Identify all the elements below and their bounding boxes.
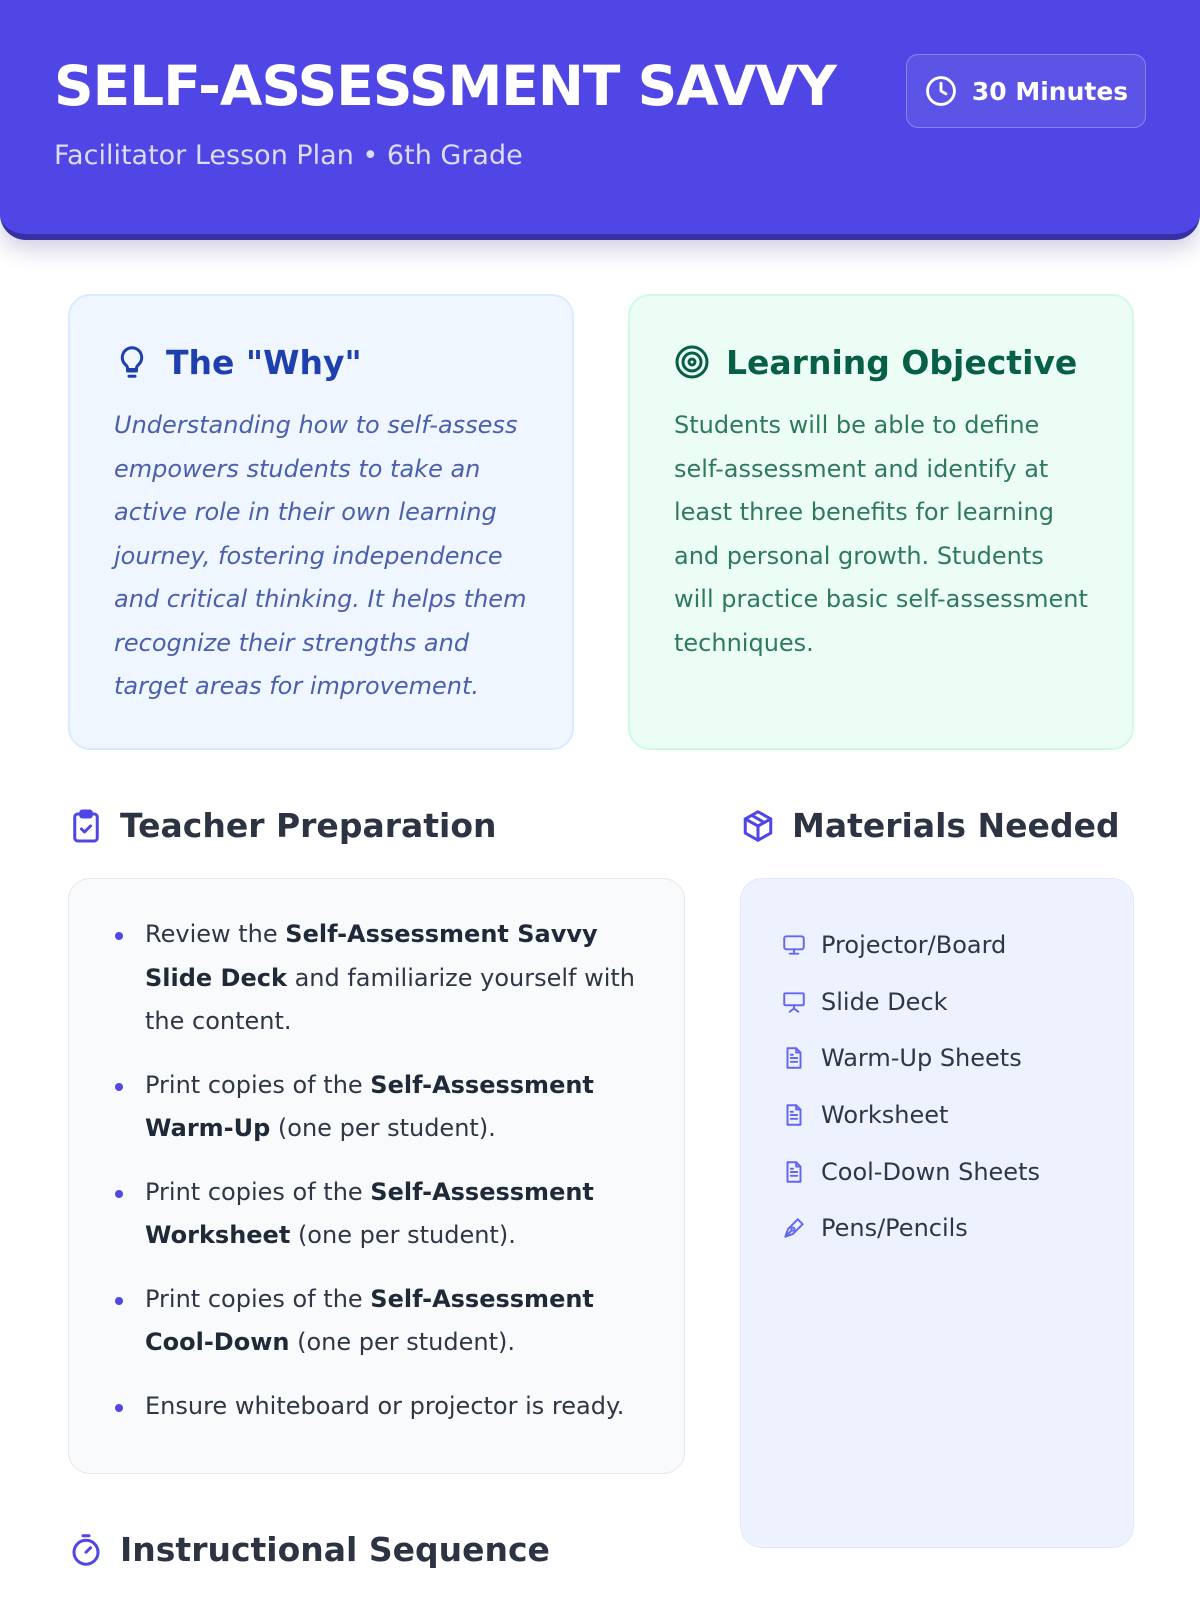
material-label: Slide Deck bbox=[821, 987, 948, 1016]
duration-badge bbox=[906, 54, 1146, 128]
sequence-section-header bbox=[68, 1530, 550, 1569]
preparation-item-resource: Self-Assessment Warm-Up bbox=[145, 1070, 594, 1142]
preparation-item-text: Print copies of the bbox=[145, 1177, 371, 1206]
sequence-heading: Instructional Sequence bbox=[120, 1530, 550, 1569]
preparation-item bbox=[113, 1385, 644, 1429]
material-label: Projector/Board bbox=[821, 931, 1007, 960]
material-item bbox=[781, 1143, 1133, 1200]
clock-icon bbox=[924, 74, 958, 108]
objective-heading: Learning Objective bbox=[726, 342, 1078, 382]
material-label: Cool-Down Sheets bbox=[821, 1157, 1040, 1186]
preparation-item-resource: Self-Assessment Worksheet bbox=[145, 1177, 594, 1249]
material-item bbox=[781, 1030, 1133, 1087]
page-subtitle: Facilitator Lesson Plan • 6th Grade bbox=[54, 140, 523, 171]
clipboard-check-icon bbox=[68, 808, 104, 844]
preparation-item-resource: Self-Assessment Savvy Slide Deck bbox=[145, 920, 598, 992]
why-body: Understanding how to self-assess empowers students to take an active role in their own learning journey, fostering independence and critical thinking. It helps them recognize their strengths and target areas for improvement. bbox=[114, 411, 527, 700]
material-label: Pens/Pencils bbox=[821, 1214, 968, 1243]
materials-list bbox=[781, 917, 1133, 1257]
monitor-icon bbox=[781, 932, 807, 958]
preparation-item-text: Review the bbox=[145, 920, 286, 948]
material-item bbox=[781, 917, 1133, 974]
page-title: SELF-ASSESSMENT SAVVY bbox=[54, 54, 836, 118]
preparation-item bbox=[113, 913, 644, 1044]
preparation-item bbox=[113, 1278, 644, 1365]
preparation-item-text: Ensure whiteboard or projector is ready. bbox=[145, 1391, 625, 1420]
preparation-item-text: Print copies of the bbox=[145, 1284, 371, 1313]
materials-section-header bbox=[740, 806, 1120, 845]
material-label: Warm-Up Sheets bbox=[821, 1044, 1022, 1073]
preparation-section-header bbox=[68, 806, 497, 845]
preparation-item bbox=[113, 1064, 644, 1151]
preparation-item bbox=[113, 1171, 644, 1258]
objective-body: Students will be able to define self-assessment and identify at least three benefits for learning and personal growth. Students will practice basic self-assessment techniques. bbox=[674, 411, 1088, 657]
materials-heading: Materials Needed bbox=[792, 806, 1120, 845]
objective-card-header bbox=[674, 338, 1090, 386]
preparation-heading: Teacher Preparation bbox=[120, 806, 497, 845]
material-item bbox=[781, 1200, 1133, 1257]
page-header bbox=[0, 0, 1200, 240]
why-heading: The "Why" bbox=[166, 342, 362, 382]
why-card bbox=[68, 294, 574, 750]
target-icon bbox=[674, 344, 710, 380]
document-icon bbox=[781, 1159, 807, 1185]
preparation-item-text: and familiarize yourself with the content. bbox=[145, 963, 636, 1035]
objective-card bbox=[628, 294, 1134, 750]
stopwatch-icon bbox=[68, 1532, 104, 1568]
preparation-item-text: Print copies of the bbox=[145, 1070, 371, 1099]
preparation-item-text: (one per student). bbox=[289, 1328, 515, 1356]
document-icon bbox=[781, 1045, 807, 1071]
preparation-item-text: (one per student). bbox=[290, 1221, 516, 1249]
preparation-item-resource: Self-Assessment Cool-Down bbox=[145, 1284, 594, 1356]
material-item bbox=[781, 1087, 1133, 1144]
material-label: Worksheet bbox=[821, 1101, 949, 1130]
duration-label: 30 Minutes bbox=[971, 76, 1129, 106]
preparation-list bbox=[113, 913, 644, 1428]
preparation-list-box bbox=[68, 878, 685, 1474]
package-icon bbox=[740, 808, 776, 844]
presentation-icon bbox=[781, 989, 807, 1015]
lightbulb-icon bbox=[114, 344, 150, 380]
preparation-item-text: (one per student). bbox=[270, 1114, 496, 1142]
material-item bbox=[781, 974, 1133, 1031]
pen-icon bbox=[781, 1215, 807, 1241]
document-icon bbox=[781, 1102, 807, 1128]
why-card-header bbox=[114, 338, 530, 386]
materials-list-box bbox=[740, 878, 1134, 1548]
